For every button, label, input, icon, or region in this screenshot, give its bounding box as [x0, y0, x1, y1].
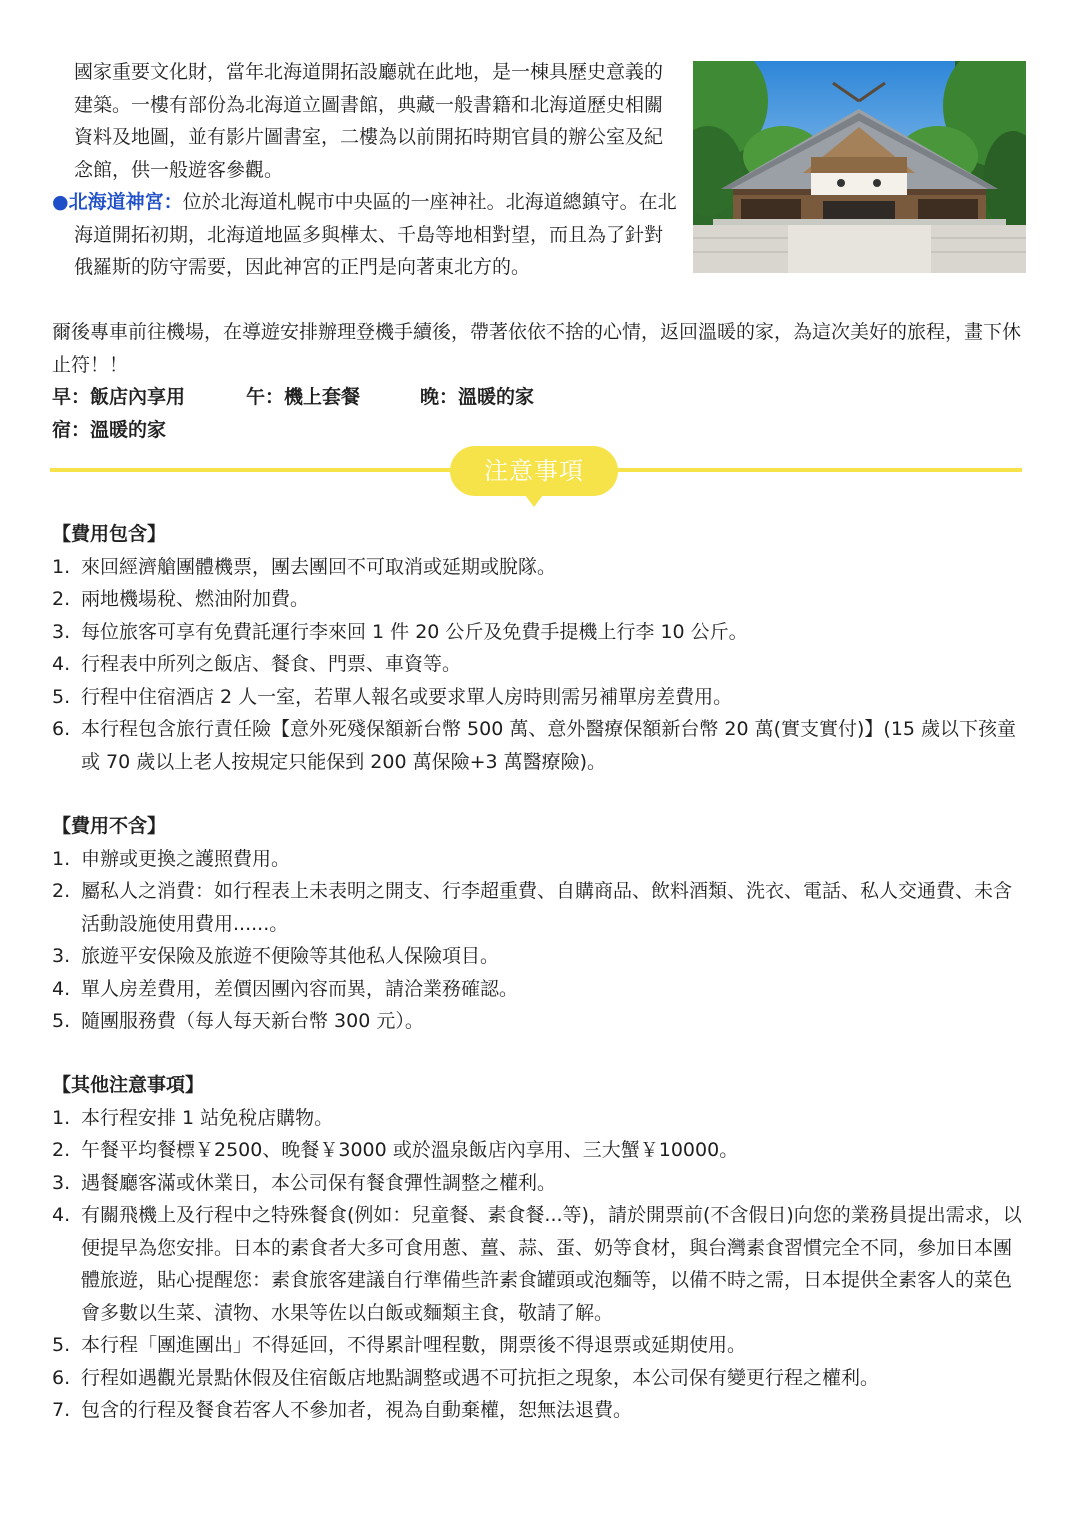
excluded-title: 【費用不含】 [52, 815, 167, 837]
other-notes-list [52, 1102, 1028, 1427]
list-item: 2. 午餐平均餐標￥2500、晚餐￥3000 或於溫泉飯店內享用、三大蟹￥10000。 [52, 1139, 739, 1161]
shrine-description: 位於北海道札幌市中央區的一座神社。北海道總鎮守。在北海道開拓初期，北海道地區多與樺太、千島等地相對望，而且為了針對俄羅斯的防守需要，因此神宮的正門是向著東北方的。 [74, 191, 677, 278]
list-item: 3. 旅遊平安保險及旅遊不便險等其他私人保險項目。 [52, 945, 500, 967]
intro-block [52, 56, 677, 284]
list-item: 3. 每位旅客可享有免費託運行李來回 1 件 20 公斤及免費手提機上行李 10 公斤。 [52, 620, 748, 643]
bullet-icon: ● [52, 191, 69, 213]
list-item: 1. 來回經濟艙團體機票，團去團回不可取消或延期或脫隊。 [52, 555, 557, 578]
shrine-illustration [693, 61, 1026, 273]
list-item: 2. 兩地機場稅、燃油附加費。 [52, 588, 310, 610]
included-title: 【費用包含】 [52, 523, 167, 545]
meal-line [52, 381, 1028, 414]
list-item: 5. 本行程「團進團出」不得延回，不得累計哩程數，開票後不得退票或延期使用。 [52, 1334, 747, 1356]
list-item: 1. 本行程安排 1 站免稅店購物。 [52, 1106, 334, 1129]
list-item: 3. 遇餐廳客滿或休業日，本公司保有餐食彈性調整之權利。 [52, 1171, 557, 1194]
list-item: 4. 單人房差費用，差價因團內容而異，請洽業務確認。 [52, 977, 519, 1000]
excluded-list [52, 843, 1028, 1038]
list-item: 1. 申辦或更換之護照費用。 [52, 847, 291, 870]
list-item: 5. 隨團服務費（每人每天新台幣 300 元）。 [52, 1010, 424, 1032]
list-item: 4. 行程表中所列之飯店、餐食、門票、車資等。 [52, 653, 462, 675]
hokkaido-shrine-photo [693, 61, 1026, 273]
lodging-line: 宿：溫暖的家 [52, 418, 167, 441]
list-item: 5. 行程中住宿酒店 2 人一室，若單人報名或要求單人房時則需另補單房差費用。 [52, 685, 733, 708]
government-office-description: 國家重要文化財，當年北海道開拓設廳就在此地，是一棟具歷史意義的建築。一樓有部份為北海道立圖書館，典藏一般書籍和北海道歷史相關資料及地圖，並有影片圖書室，二樓為以前開拓時期官員的辦公室及紀念館，供一般遊客參觀。 [74, 61, 664, 181]
notice-heading: 注意事項 [450, 446, 618, 496]
closing-text: 爾後專車前往機場，在導遊安排辦理登機手續後，帶著依依不捨的心情，返回溫暖的家，為這次美好的旅程，畫下休止符！！ [52, 321, 1022, 376]
notice-divider [50, 443, 1022, 515]
included-section [52, 518, 1028, 778]
breakfast-label: 早：飯店內享用 [52, 386, 186, 408]
excluded-section [52, 810, 1028, 1038]
closing-block [52, 316, 1028, 446]
other-notes-section [52, 1069, 1028, 1427]
other-notes-title: 【其他注意事項】 [52, 1074, 205, 1096]
heading-pointer-icon [525, 495, 543, 507]
shrine-name: 北海道神宮： [68, 191, 183, 213]
list-item: 4. 有關飛機上及行程中之特殊餐食(例如：兒童餐、素食餐...等)，請於開票前(不含假日)向您的業務員提出需求，以便提早為您安排。日本的素食者大多可食用蔥、薑、蒜、蛋、奶等食材，與台灣素食習慣完全不同，參加日本團體旅遊，貼心提醒您：素食旅客建議自行準備些許素食罐頭或泡麵等，以備不時之需，日本提供全素客人的菜色會多數以生菜、漬物、水果等佐以白飯或麵類主食，敬請了解。 [52, 1204, 1022, 1324]
list-item: 2. 屬私人之消費：如行程表上未表明之開支、行李超重費、自購商品、飲料酒類、洗衣、電話、私人交通費、未含活動設施使用費用......。 [52, 880, 1013, 935]
shrine-item [52, 186, 677, 284]
list-item: 7. 包含的行程及餐食若客人不參加者，視為自動棄權，恕無法退費。 [52, 1399, 633, 1421]
list-item: 6. 行程如遇觀光景點休假及住宿飯店地點調整或遇不可抗拒之現象，本公司保有變更行程之權利。 [52, 1366, 880, 1389]
dinner-label: 晚：溫暖的家 [420, 386, 535, 408]
included-list [52, 551, 1028, 779]
lunch-label: 午：機上套餐 [246, 386, 361, 408]
list-item: 6. 本行程包含旅行責任險【意外死殘保額新台幣 500 萬、意外醫療保額新台幣 20 萬(實支實付)】(15 歲以下孩童或 70 歲以上老人按規定只能保到 200 萬保險+3 萬醫療險)。 [52, 718, 1017, 773]
